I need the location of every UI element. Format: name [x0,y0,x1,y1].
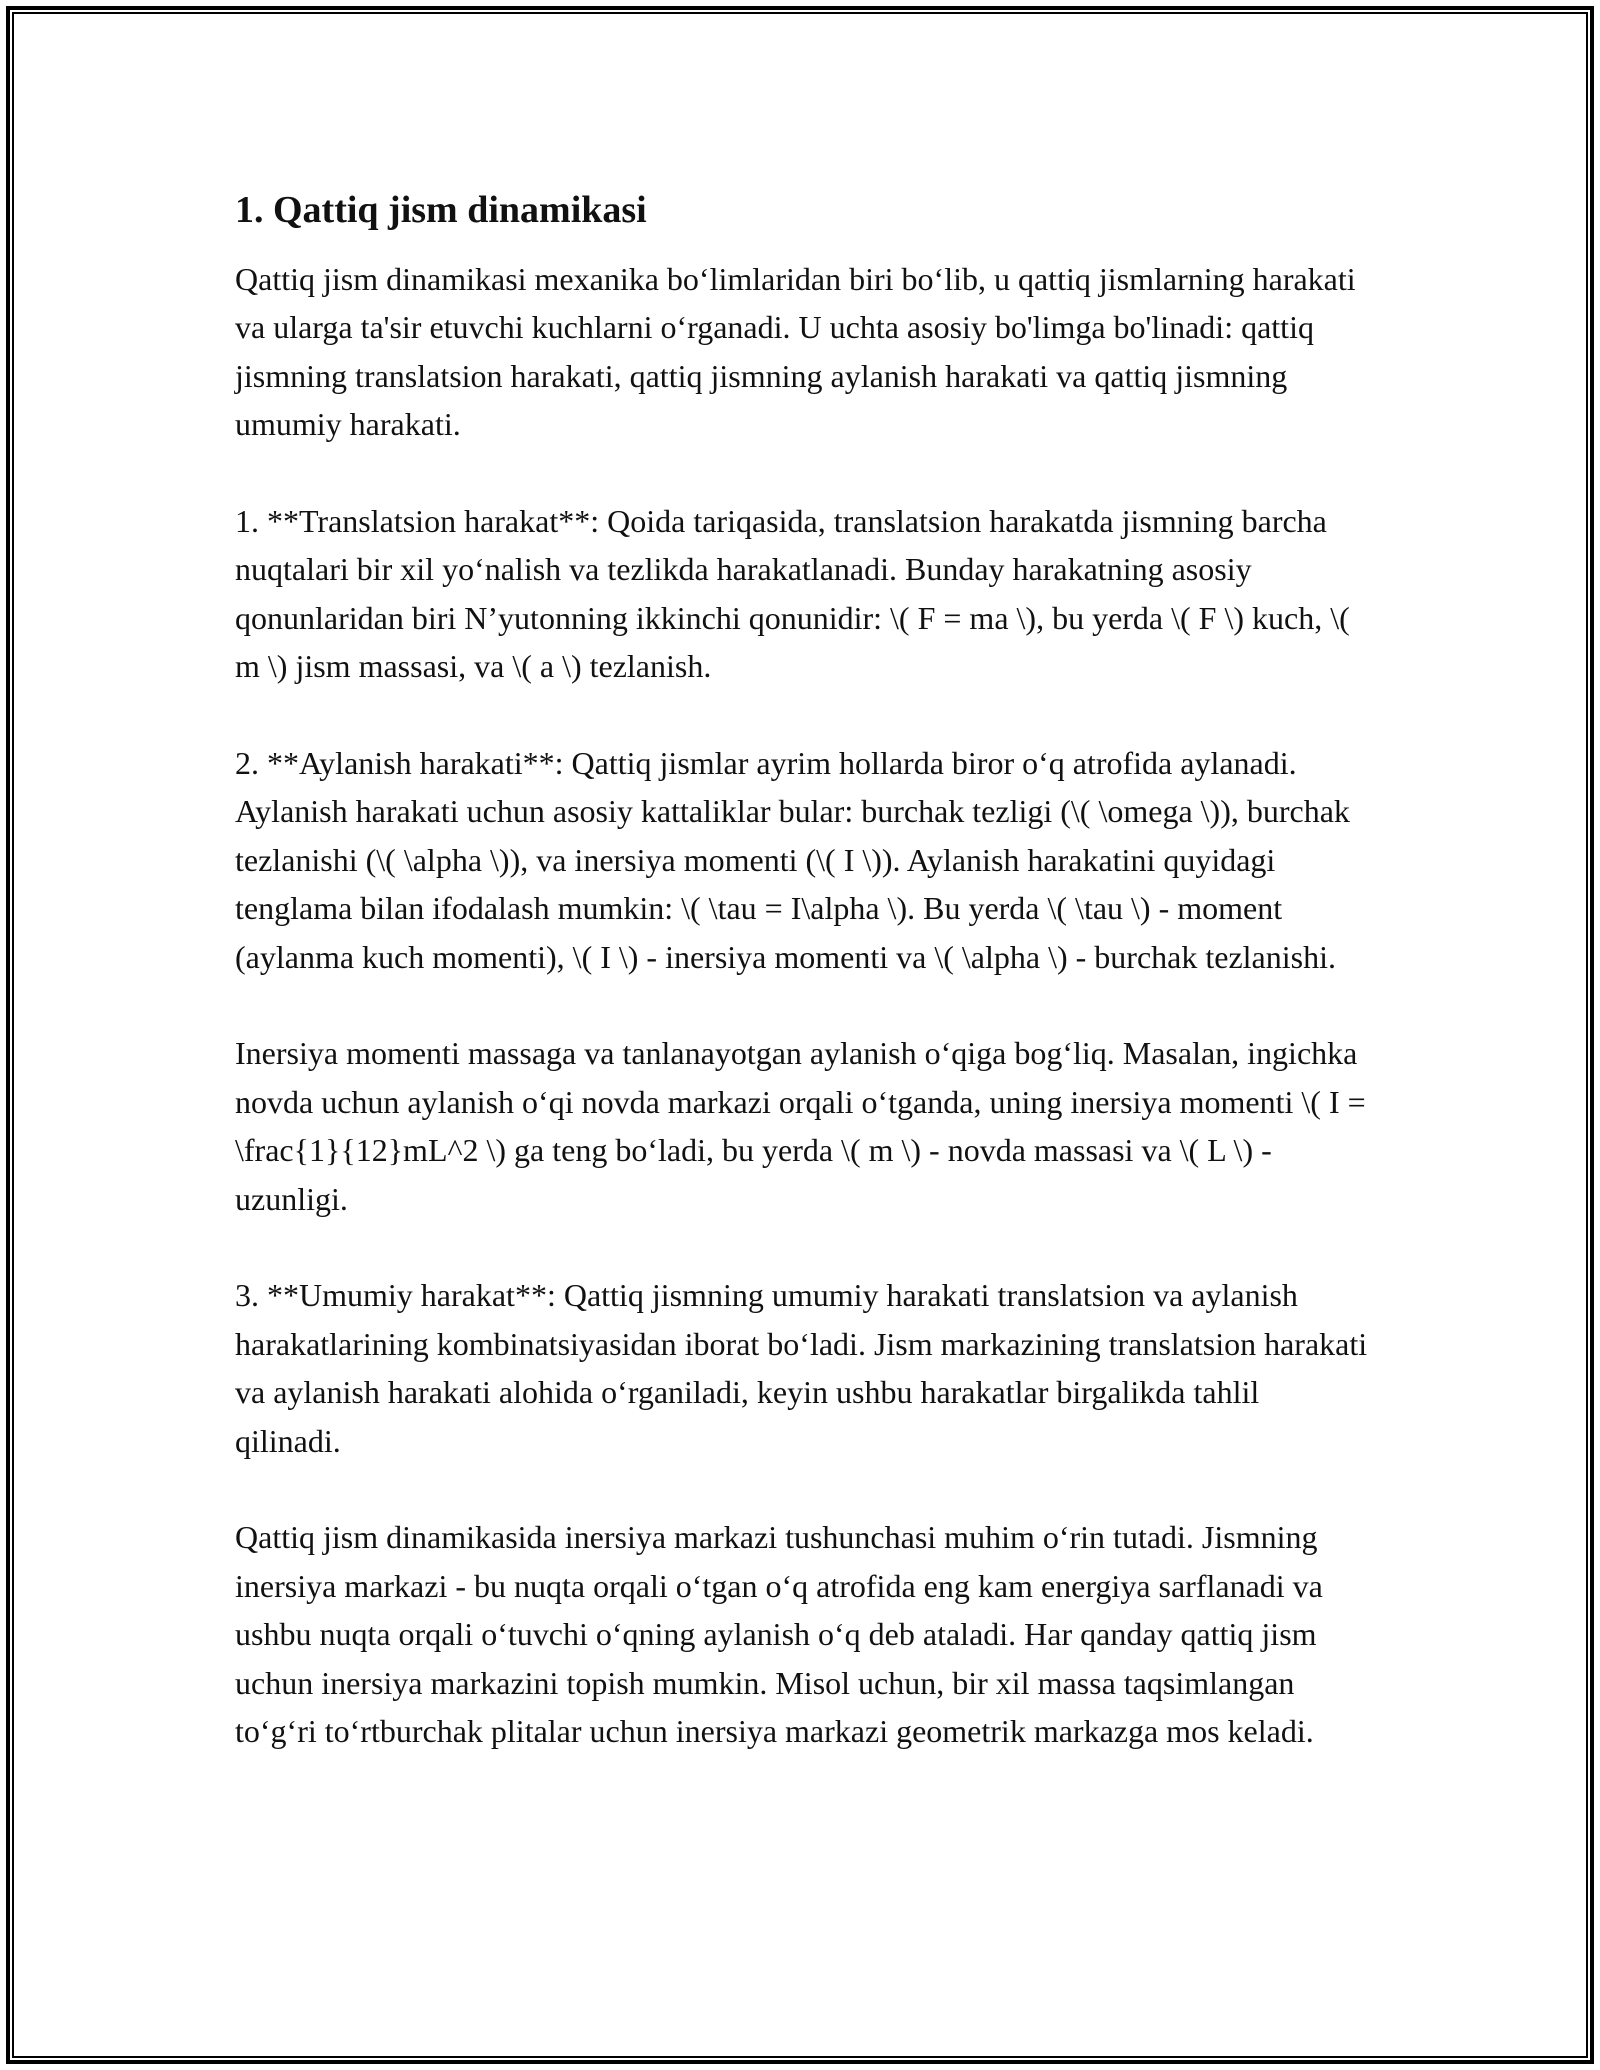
paragraph-rotational-motion: 2. **Aylanish harakati**: Qattiq jismlar ayrim hollarda biror oʻq atrofida aylanadi. Aylanish harakati uchun asosiy kattaliklar bular: burchak tezligi (\( \omega \)), burchak tezlanishi (\( \alpha \)), va inersiya momenti (\( I \)). Aylanish harakatini quyidagi tenglama bilan ifodalash mumkin: \( \tau = I\alpha \). Bu yerda \( \tau \) - moment (aylanma kuch momenti), \( I \) - inersiya momenti va \( \alpha \) - burchak tezlanishi. [235,745,1350,975]
paragraph-translational-motion: 1. **Translatsion harakat**: Qoida tariqasida, translatsion harakatda jismning barcha nuqtalari bir xil yoʻnalish va tezlikda harakatlanadi. Bunday harakatning asosiy qonunlaridan biri N’yutonning ikkinchi qonunidir: \( F = ma \), bu yerda \( F \) kuch, \( m \) jism massasi, va \( a \) tezlanish. [235,503,1350,685]
paragraph-moment-of-inertia: Inersiya momenti massaga va tanlanayotgan aylanish oʻqiga bogʻliq. Masalan, ingichka novda uchun aylanish oʻqi novda markazi orqali oʻtganda, uning inersiya momenti \( I = \frac{1}{12}mL^2 \) ga teng boʻladi, bu yerda \( m \) - novda massasi va \( L \) - uzunligi. [235,1035,1366,1217]
document-body [235,185,1370,1804]
paragraph-center-of-inertia: Qattiq jism dinamikasida inersiya markazi tushunchasi muhim oʻrin tutadi. Jismning inersiya markazi - bu nuqta orqali oʻtgan oʻq atrofida eng kam energiya sarflanadi va ushbu nuqta orqali oʻtuvchi oʻqning aylanish oʻq deb ataladi. Har qanday qattiq jism uchun inersiya markazini topish mumkin. Misol uchun, bir xil massa taqsimlangan toʻgʻri toʻrtburchak plitalar uchun inersiya markazi geometrik markazga mos keladi. [235,1519,1323,1750]
paragraph-general-motion: 3. **Umumiy harakat**: Qattiq jismning umumiy harakati translatsion va aylanish harakatlarining kombinatsiyasidan iborat boʻladi. Jism markazining translatsion harakati va aylanish harakati alohida oʻrganiladi, keyin ushbu harakatlar birgalikda tahlil qilinadi. [235,1277,1368,1459]
page-title: 1. Qattiq jism dinamikasi [235,189,647,231]
paragraph-intro: Qattiq jism dinamikasi mexanika boʻlimlaridan biri boʻlib, u qattiq jismlarning harakati va ularga ta'sir etuvchi kuchlarni oʻrganadi. U uchta asosiy bo'limga bo'linadi: qattiq jismning translatsion harakati, qattiq jismning aylanish harakati va qattiq jismning umumiy harakati. [235,261,1356,443]
